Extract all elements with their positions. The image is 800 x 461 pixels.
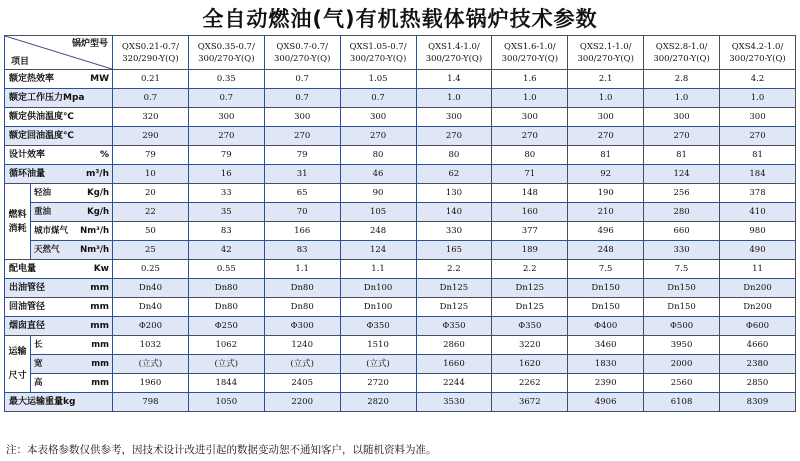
- table-row: [5, 279, 796, 298]
- value-cell: 160: [492, 203, 568, 222]
- value-cell: 300: [264, 108, 340, 127]
- value-cell: 2.8: [644, 70, 720, 89]
- value-cell: 1.0: [416, 89, 492, 108]
- value-cell: 1.0: [644, 89, 720, 108]
- table-row: [5, 336, 796, 355]
- footnote: 注：本表格参数仅供参考，因技术设计改进引起的数据变动恕不通知客户，以随机资料为准。: [6, 444, 437, 456]
- table-row: [5, 146, 796, 165]
- value-cell: 1.6: [492, 70, 568, 89]
- value-cell: 256: [644, 184, 720, 203]
- size-label: 尺寸: [8, 371, 27, 381]
- value-cell: Dn200: [720, 279, 796, 298]
- model-text: QXS2.8-1.0/: [655, 41, 708, 52]
- value-cell: 65: [264, 184, 340, 203]
- value-cell: 330: [644, 241, 720, 260]
- value-cell: Dn80: [264, 279, 340, 298]
- table-row: [5, 165, 796, 184]
- row-header: [5, 317, 113, 336]
- row-header: [31, 355, 113, 374]
- value-cell: 0.55: [188, 260, 264, 279]
- value-cell: 270: [416, 127, 492, 146]
- value-cell: 8309: [720, 393, 796, 412]
- value-cell: Φ400: [568, 317, 644, 336]
- row-unit: %: [99, 150, 109, 160]
- value-cell: 1844: [188, 374, 264, 393]
- value-cell: 2850: [720, 374, 796, 393]
- model-header: [568, 36, 644, 70]
- row-header: [5, 89, 113, 108]
- model-text: 320/290-Y(Q): [122, 53, 179, 64]
- value-cell: 190: [568, 184, 644, 203]
- value-cell: 148: [492, 184, 568, 203]
- model-text: 300/270-Y(Q): [425, 53, 483, 64]
- value-cell: 4.2: [720, 70, 796, 89]
- value-cell: 270: [264, 127, 340, 146]
- table-row: [5, 393, 796, 412]
- table-row: [5, 241, 796, 260]
- page-title: 全自动燃油(气)有机热载体锅炉技术参数: [202, 7, 598, 31]
- value-cell: Dn100: [340, 279, 416, 298]
- value-cell: 4660: [720, 336, 796, 355]
- value-cell: 0.7: [188, 89, 264, 108]
- row-header: [5, 127, 113, 146]
- value-cell: 33: [188, 184, 264, 203]
- value-cell: 1.1: [264, 260, 340, 279]
- value-cell: 92: [568, 165, 644, 184]
- table-row: [5, 374, 796, 393]
- table-row: [5, 127, 796, 146]
- model-text: 300/270-Y(Q): [198, 53, 255, 64]
- value-cell: 2405: [264, 374, 340, 393]
- value-cell: Φ300: [264, 317, 340, 336]
- value-cell: 270: [340, 127, 416, 146]
- value-cell: 4906: [568, 393, 644, 412]
- value-cell: Dn150: [644, 279, 720, 298]
- value-cell: 1.0: [492, 89, 568, 108]
- row-label: 轻油: [34, 188, 52, 198]
- value-cell: 1032: [113, 336, 189, 355]
- table-row: [5, 298, 796, 317]
- value-cell: 270: [568, 127, 644, 146]
- row-unit: mm: [91, 340, 109, 350]
- value-cell: 660: [644, 222, 720, 241]
- value-cell: (立式): [264, 355, 340, 374]
- value-cell: 0.7: [113, 89, 189, 108]
- value-cell: Φ200: [113, 317, 189, 336]
- row-label: 城市煤气: [34, 226, 69, 236]
- row-label: 设计效率: [9, 150, 46, 160]
- table-row: [5, 355, 796, 374]
- row-header: [5, 260, 113, 279]
- value-cell: (立式): [340, 355, 416, 374]
- header-row: [5, 36, 796, 70]
- value-cell: 270: [492, 127, 568, 146]
- value-cell: Dn150: [644, 298, 720, 317]
- row-header: [5, 108, 113, 127]
- value-cell: 270: [720, 127, 796, 146]
- value-cell: 1.0: [568, 89, 644, 108]
- model-text: 300/270-Y(Q): [729, 53, 786, 64]
- value-cell: 0.7: [264, 70, 340, 89]
- value-cell: 1660: [416, 355, 492, 374]
- model-text: QXS0.21-0.7/: [121, 41, 179, 52]
- value-cell: 46: [340, 165, 416, 184]
- table-row: [5, 70, 796, 89]
- value-cell: 81: [644, 146, 720, 165]
- value-cell: 2820: [340, 393, 416, 412]
- value-cell: 2720: [340, 374, 416, 393]
- value-cell: 105: [340, 203, 416, 222]
- value-cell: 81: [720, 146, 796, 165]
- value-cell: Dn125: [492, 279, 568, 298]
- value-cell: Dn80: [264, 298, 340, 317]
- value-cell: 42: [188, 241, 264, 260]
- value-cell: 83: [264, 241, 340, 260]
- value-cell: 16: [188, 165, 264, 184]
- value-cell: Dn125: [492, 298, 568, 317]
- model-text: 300/270-Y(Q): [577, 53, 634, 64]
- row-unit: mm: [90, 302, 109, 312]
- value-cell: 1.4: [416, 70, 492, 89]
- value-cell: 62: [416, 165, 492, 184]
- table-row: [5, 317, 796, 336]
- model-text: 300/270-Y(Q): [501, 53, 559, 64]
- value-cell: 7.5: [568, 260, 644, 279]
- value-cell: 300: [416, 108, 492, 127]
- model-text: QXS1.05-0.7/: [349, 41, 407, 52]
- model-header: [492, 36, 568, 70]
- model-header: [720, 36, 796, 70]
- value-cell: 1050: [188, 393, 264, 412]
- value-cell: 330: [416, 222, 492, 241]
- value-cell: 0.21: [113, 70, 189, 89]
- value-cell: 1240: [264, 336, 340, 355]
- value-cell: 798: [113, 393, 189, 412]
- value-cell: 270: [188, 127, 264, 146]
- value-cell: 1.05: [340, 70, 416, 89]
- corner-model-label: 锅炉型号: [71, 39, 108, 49]
- value-cell: 377: [492, 222, 568, 241]
- value-cell: 83: [188, 222, 264, 241]
- value-cell: 0.7: [264, 89, 340, 108]
- value-cell: 410: [720, 203, 796, 222]
- row-header: [31, 374, 113, 393]
- value-cell: 3672: [492, 393, 568, 412]
- row-unit: Kg/h: [87, 188, 109, 198]
- row-unit: mm: [90, 321, 109, 331]
- value-cell: 490: [720, 241, 796, 260]
- value-cell: Φ350: [416, 317, 492, 336]
- value-cell: 0.7: [340, 89, 416, 108]
- value-cell: 189: [492, 241, 568, 260]
- value-cell: (立式): [188, 355, 264, 374]
- value-cell: (立式): [113, 355, 189, 374]
- value-cell: 2244: [416, 374, 492, 393]
- model-text: 300/270-Y(Q): [349, 53, 407, 64]
- value-cell: 496: [568, 222, 644, 241]
- value-cell: 3460: [568, 336, 644, 355]
- value-cell: 2390: [568, 374, 644, 393]
- value-cell: Dn125: [416, 279, 492, 298]
- value-cell: 35: [188, 203, 264, 222]
- value-cell: 80: [340, 146, 416, 165]
- row-label: 长: [34, 340, 43, 350]
- value-cell: 1510: [340, 336, 416, 355]
- value-cell: 248: [340, 222, 416, 241]
- value-cell: 165: [416, 241, 492, 260]
- value-cell: Φ600: [720, 317, 796, 336]
- model-header: [113, 36, 189, 70]
- value-cell: 1062: [188, 336, 264, 355]
- model-text: QXS2.1-1.0/: [579, 41, 632, 52]
- row-unit: Kg/h: [87, 207, 109, 217]
- value-cell: 11: [720, 260, 796, 279]
- value-cell: 166: [264, 222, 340, 241]
- value-cell: 79: [188, 146, 264, 165]
- corner-item-label: 项目: [11, 57, 30, 67]
- model-text: QXS0.35-0.7/: [197, 41, 255, 52]
- row-unit: Kw: [93, 264, 109, 274]
- value-cell: 320: [113, 108, 189, 127]
- model-text: QXS1.6-1.0/: [504, 41, 556, 52]
- table-row: [5, 222, 796, 241]
- value-cell: Dn125: [416, 298, 492, 317]
- row-header: [5, 393, 113, 412]
- row-label: 额定工作压力Mpa: [9, 93, 85, 103]
- value-cell: 378: [720, 184, 796, 203]
- transport-label: 运输: [8, 347, 27, 357]
- model-header: [188, 36, 264, 70]
- value-cell: 1960: [113, 374, 189, 393]
- row-unit: mm: [90, 283, 109, 293]
- value-cell: 90: [340, 184, 416, 203]
- value-cell: 2.2: [416, 260, 492, 279]
- model-text: 300/270-Y(Q): [273, 53, 331, 64]
- value-cell: 80: [492, 146, 568, 165]
- value-cell: Dn150: [568, 279, 644, 298]
- value-cell: Φ500: [644, 317, 720, 336]
- value-cell: 20: [113, 184, 189, 203]
- value-cell: 2000: [644, 355, 720, 374]
- row-label: 宽: [34, 359, 43, 369]
- row-header: [5, 70, 113, 89]
- table-row: [5, 260, 796, 279]
- value-cell: Dn40: [113, 279, 189, 298]
- value-cell: Dn100: [340, 298, 416, 317]
- value-cell: 130: [416, 184, 492, 203]
- value-cell: 1620: [492, 355, 568, 374]
- value-cell: 71: [492, 165, 568, 184]
- row-label: 回油管径: [9, 302, 46, 312]
- fuel-group-label: 燃料消耗: [5, 184, 31, 260]
- row-label: 额定回油温度℃: [9, 131, 74, 141]
- row-label: 配电量: [9, 264, 37, 274]
- value-cell: 300: [720, 108, 796, 127]
- value-cell: 0.35: [188, 70, 264, 89]
- value-cell: 124: [340, 241, 416, 260]
- value-cell: 2380: [720, 355, 796, 374]
- value-cell: 2262: [492, 374, 568, 393]
- value-cell: Φ350: [492, 317, 568, 336]
- value-cell: 980: [720, 222, 796, 241]
- value-cell: 79: [264, 146, 340, 165]
- model-text: QXS4.2-1.0/: [731, 41, 784, 52]
- row-header: [5, 165, 113, 184]
- row-header: [31, 222, 113, 241]
- value-cell: 300: [492, 108, 568, 127]
- row-header: [5, 279, 113, 298]
- row-label: 高: [34, 378, 43, 388]
- value-cell: 3220: [492, 336, 568, 355]
- row-header: [31, 203, 113, 222]
- value-cell: 80: [416, 146, 492, 165]
- value-cell: Dn200: [720, 298, 796, 317]
- model-header: [340, 36, 416, 70]
- value-cell: 2200: [264, 393, 340, 412]
- model-text: QXS0.7-0.7/: [276, 41, 328, 52]
- row-label: 最大运输重量kg: [9, 397, 76, 407]
- value-cell: 300: [568, 108, 644, 127]
- model-header: [264, 36, 340, 70]
- row-label: 循环油量: [9, 169, 46, 179]
- value-cell: 1.0: [720, 89, 796, 108]
- value-cell: 22: [113, 203, 189, 222]
- row-unit: Nm³/h: [80, 226, 109, 236]
- value-cell: Φ250: [188, 317, 264, 336]
- row-unit: Nm³/h: [80, 245, 109, 255]
- value-cell: 3530: [416, 393, 492, 412]
- value-cell: 280: [644, 203, 720, 222]
- value-cell: 300: [188, 108, 264, 127]
- row-header: [31, 241, 113, 260]
- boiler-spec-table: [4, 35, 796, 412]
- value-cell: 270: [644, 127, 720, 146]
- row-unit: mm: [91, 359, 109, 369]
- row-header: [31, 336, 113, 355]
- table-row: [5, 89, 796, 108]
- table-row: [5, 184, 796, 203]
- value-cell: 184: [720, 165, 796, 184]
- value-cell: Dn40: [113, 298, 189, 317]
- table-row: [5, 203, 796, 222]
- row-label: 额定供油温度℃: [9, 112, 74, 122]
- value-cell: 210: [568, 203, 644, 222]
- value-cell: 6108: [644, 393, 720, 412]
- row-label: 天然气: [34, 245, 60, 255]
- value-cell: 31: [264, 165, 340, 184]
- model-text: 300/270-Y(Q): [653, 53, 710, 64]
- value-cell: Dn80: [188, 298, 264, 317]
- row-unit: m³/h: [85, 169, 109, 179]
- row-header: [5, 146, 113, 165]
- transport-size-group-label: [5, 336, 31, 393]
- value-cell: 2860: [416, 336, 492, 355]
- value-cell: Φ350: [340, 317, 416, 336]
- model-header: [416, 36, 492, 70]
- model-text: QXS1.4-1.0/: [428, 41, 480, 52]
- value-cell: 124: [644, 165, 720, 184]
- value-cell: 1.1: [340, 260, 416, 279]
- row-label: 额定热效率: [9, 74, 55, 84]
- value-cell: 10: [113, 165, 189, 184]
- value-cell: 79: [113, 146, 189, 165]
- value-cell: 25: [113, 241, 189, 260]
- value-cell: 7.5: [644, 260, 720, 279]
- value-cell: 300: [644, 108, 720, 127]
- value-cell: 290: [113, 127, 189, 146]
- value-cell: 2560: [644, 374, 720, 393]
- row-label: 烟囱直径: [9, 321, 46, 331]
- row-unit: mm: [91, 378, 109, 388]
- value-cell: 140: [416, 203, 492, 222]
- table-row: [5, 108, 796, 127]
- value-cell: 300: [340, 108, 416, 127]
- value-cell: 2.2: [492, 260, 568, 279]
- value-cell: 3950: [644, 336, 720, 355]
- row-header: [31, 184, 113, 203]
- value-cell: 81: [568, 146, 644, 165]
- corner-cell: [5, 36, 113, 70]
- value-cell: 1830: [568, 355, 644, 374]
- value-cell: 2.1: [568, 70, 644, 89]
- model-header: [644, 36, 720, 70]
- value-cell: Dn80: [188, 279, 264, 298]
- row-header: [5, 298, 113, 317]
- row-label: 出油管径: [9, 283, 46, 293]
- value-cell: 50: [113, 222, 189, 241]
- value-cell: Dn150: [568, 298, 644, 317]
- row-label: 重油: [34, 207, 52, 217]
- value-cell: 0.25: [113, 260, 189, 279]
- value-cell: 248: [568, 241, 644, 260]
- value-cell: 70: [264, 203, 340, 222]
- row-unit: MW: [90, 74, 109, 84]
